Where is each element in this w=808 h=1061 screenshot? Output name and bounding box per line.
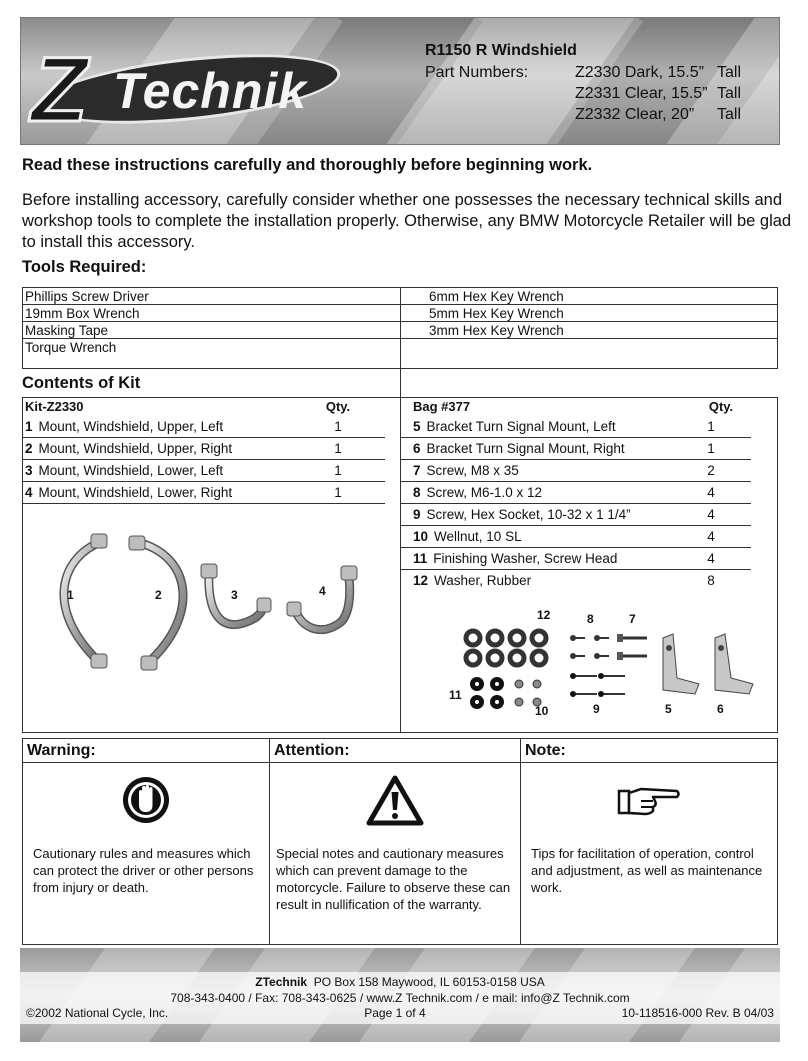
footer-address-line (20, 975, 780, 989)
item-qty: 1 (707, 441, 715, 456)
item-qty: 1 (334, 485, 342, 500)
part-height: Tall (717, 106, 742, 123)
logo-z-mark: Z (31, 39, 88, 141)
footer-page-number: Page 1 of 4 (364, 1006, 426, 1020)
item-name: Screw, M6-1.0 x 12 (426, 485, 543, 500)
product-title: R1150 R Windshield (425, 42, 577, 59)
item-qty: 1 (334, 463, 342, 478)
photo-label-8: 8 (587, 612, 594, 626)
part-height: Tall (717, 64, 742, 81)
item-name: Washer, Rubber (434, 573, 532, 588)
part-row (425, 83, 780, 104)
tool-item: 6mm Hex Key Wrench (401, 288, 777, 305)
item-number: 12 (413, 573, 429, 588)
kit-item (401, 460, 751, 482)
tools-column-left (23, 288, 401, 368)
photo-label-5: 5 (665, 702, 672, 716)
item-number: 3 (25, 463, 33, 478)
item-qty: 4 (707, 507, 715, 522)
kit-item (401, 548, 751, 570)
item-number: 1 (25, 419, 33, 434)
note-title: Note: (521, 739, 777, 763)
attention-text: Special notes and cautionary measures which can prevent damage to the motorcycle. Failure to observe these can result in nullification of the warranty. (276, 846, 511, 912)
part-numbers-label: Part Numbers: (425, 64, 529, 81)
tool-item: 19mm Box Wrench (23, 305, 400, 322)
photo-label-3: 3 (231, 588, 238, 602)
photo-label-6: 6 (717, 702, 724, 716)
photo-label-4: 4 (319, 584, 326, 598)
kit-item (401, 570, 751, 592)
kit-header (23, 398, 400, 416)
read-instructions-heading: Read these instructions carefully and thoroughly before beginning work. (22, 156, 593, 174)
item-number: 11 (413, 551, 428, 566)
qty-header: Qty. (708, 399, 734, 414)
tool-item: 5mm Hex Key Wrench (401, 305, 777, 322)
safety-legend (22, 738, 778, 945)
part-info (425, 42, 780, 142)
kit-item (401, 504, 751, 526)
kit-item (23, 482, 385, 504)
kit-item (401, 438, 751, 460)
footer-doc-number: 10-118516-000 Rev. B 04/03 (621, 1006, 774, 1020)
tool-item: Masking Tape (23, 322, 400, 339)
contents-heading: Contents of Kit (22, 374, 141, 392)
header-banner (20, 17, 780, 145)
photo-label-12: 12 (537, 608, 551, 622)
item-qty: 1 (334, 419, 342, 434)
item-number: 10 (413, 529, 429, 544)
photo-label-1: 1 (67, 588, 74, 602)
item-name: Wellnut, 10 SL (434, 529, 522, 544)
item-number: 6 (413, 441, 421, 456)
warning-triangle-icon (366, 775, 424, 832)
photo-label-10: 10 (535, 704, 549, 718)
item-number: 4 (25, 485, 33, 500)
part-height: Tall (717, 85, 742, 102)
item-name: Mount, Windshield, Lower, Right (38, 485, 233, 500)
kit-item (401, 482, 751, 504)
note-text: Tips for facilitation of operation, control and adjustment, as well as maintenance work. (531, 846, 763, 895)
photo-label-9: 9 (593, 702, 600, 716)
note-cell (520, 739, 777, 944)
tools-table (22, 287, 778, 369)
hand-stop-icon (121, 775, 171, 830)
item-name: Mount, Windshield, Upper, Left (38, 419, 224, 434)
item-number: 9 (413, 507, 421, 522)
tools-heading: Tools Required: (22, 258, 147, 276)
attention-cell (269, 739, 520, 944)
bag-377-panel (400, 397, 778, 733)
item-name: Mount, Windshield, Upper, Right (38, 441, 233, 456)
item-name: Mount, Windshield, Lower, Left (38, 463, 224, 478)
item-qty: 4 (707, 485, 715, 500)
item-name: Screw, M8 x 35 (426, 463, 519, 478)
part-row (425, 104, 780, 125)
photo-label-7: 7 (629, 612, 636, 626)
tool-item: Torque Wrench (25, 340, 117, 355)
footer-company: ZTechnik (255, 975, 308, 989)
kit-header (401, 398, 777, 416)
photo-label-2: 2 (155, 588, 162, 602)
part-number: Z2332 Clear, 20” (575, 106, 695, 123)
kit-item (23, 438, 385, 460)
qty-header: Qty. (325, 399, 351, 414)
kit-item (401, 416, 751, 438)
footer-address: PO Box 158 Maywood, IL 60153-0158 USA (313, 975, 545, 989)
item-number: 7 (413, 463, 421, 478)
part-row (425, 62, 780, 83)
item-number: 8 (413, 485, 421, 500)
footer-contact: 708-343-0400 / Fax: 708-343-0625 / www.Z Technik.com / e mail: info@Z Technik.com (170, 991, 630, 1005)
logo-wordmark: Technik (113, 63, 308, 119)
pointing-hand-icon (617, 783, 681, 824)
tools-column-right (401, 288, 777, 368)
tool-item: Phillips Screw Driver (23, 288, 400, 305)
tool-item (401, 339, 777, 356)
warning-title: Warning: (23, 739, 269, 763)
item-qty: 8 (707, 573, 715, 588)
part-number: Z2330 Dark, 15.5” (575, 64, 704, 81)
attention-title: Attention: (270, 739, 520, 763)
warning-cell (23, 739, 269, 944)
ztechnik-logo (31, 39, 351, 141)
item-name: Screw, Hex Socket, 10-32 x 1 1/4” (426, 507, 631, 522)
kit-z2330-panel (22, 397, 400, 733)
kit-divider (400, 369, 401, 397)
tool-item: 3mm Hex Key Wrench (401, 322, 777, 339)
footer-meta-line (26, 1006, 774, 1020)
kit-title: Kit-Z2330 (25, 399, 84, 414)
item-qty: 2 (707, 463, 715, 478)
item-number: 5 (413, 419, 421, 434)
item-name: Finishing Washer, Screw Head (433, 551, 618, 566)
kit-title: Bag #377 (413, 399, 471, 414)
warning-text: Cautionary rules and measures which can protect the driver or other persons from injury or death. (33, 846, 254, 895)
photo-label-11: 11 (449, 688, 462, 702)
kit-item (23, 460, 385, 482)
footer-banner (20, 948, 780, 1042)
part-number: Z2331 Clear, 15.5” (575, 85, 708, 102)
mounts-illustration (23, 526, 399, 686)
hardware-photo (401, 598, 777, 728)
mounts-photo (23, 526, 399, 686)
intro-paragraph: Before installing accessory, carefully consider whether one possesses the necessary technical skills and workshop tools to complete the installation properly. Otherwise, any BMW Motorcycle Retailer will be glad to install this accessory. (22, 191, 792, 251)
item-qty: 4 (707, 551, 715, 566)
item-number: 2 (25, 441, 33, 456)
kit-item (401, 526, 751, 548)
kit-item (23, 416, 385, 438)
footer-copyright: ©2002 National Cycle, Inc. (26, 1006, 169, 1020)
item-qty: 1 (334, 441, 342, 456)
item-qty: 4 (707, 529, 715, 544)
item-name: Bracket Turn Signal Mount, Left (426, 419, 616, 434)
item-qty: 1 (707, 419, 715, 434)
item-name: Bracket Turn Signal Mount, Right (426, 441, 625, 456)
